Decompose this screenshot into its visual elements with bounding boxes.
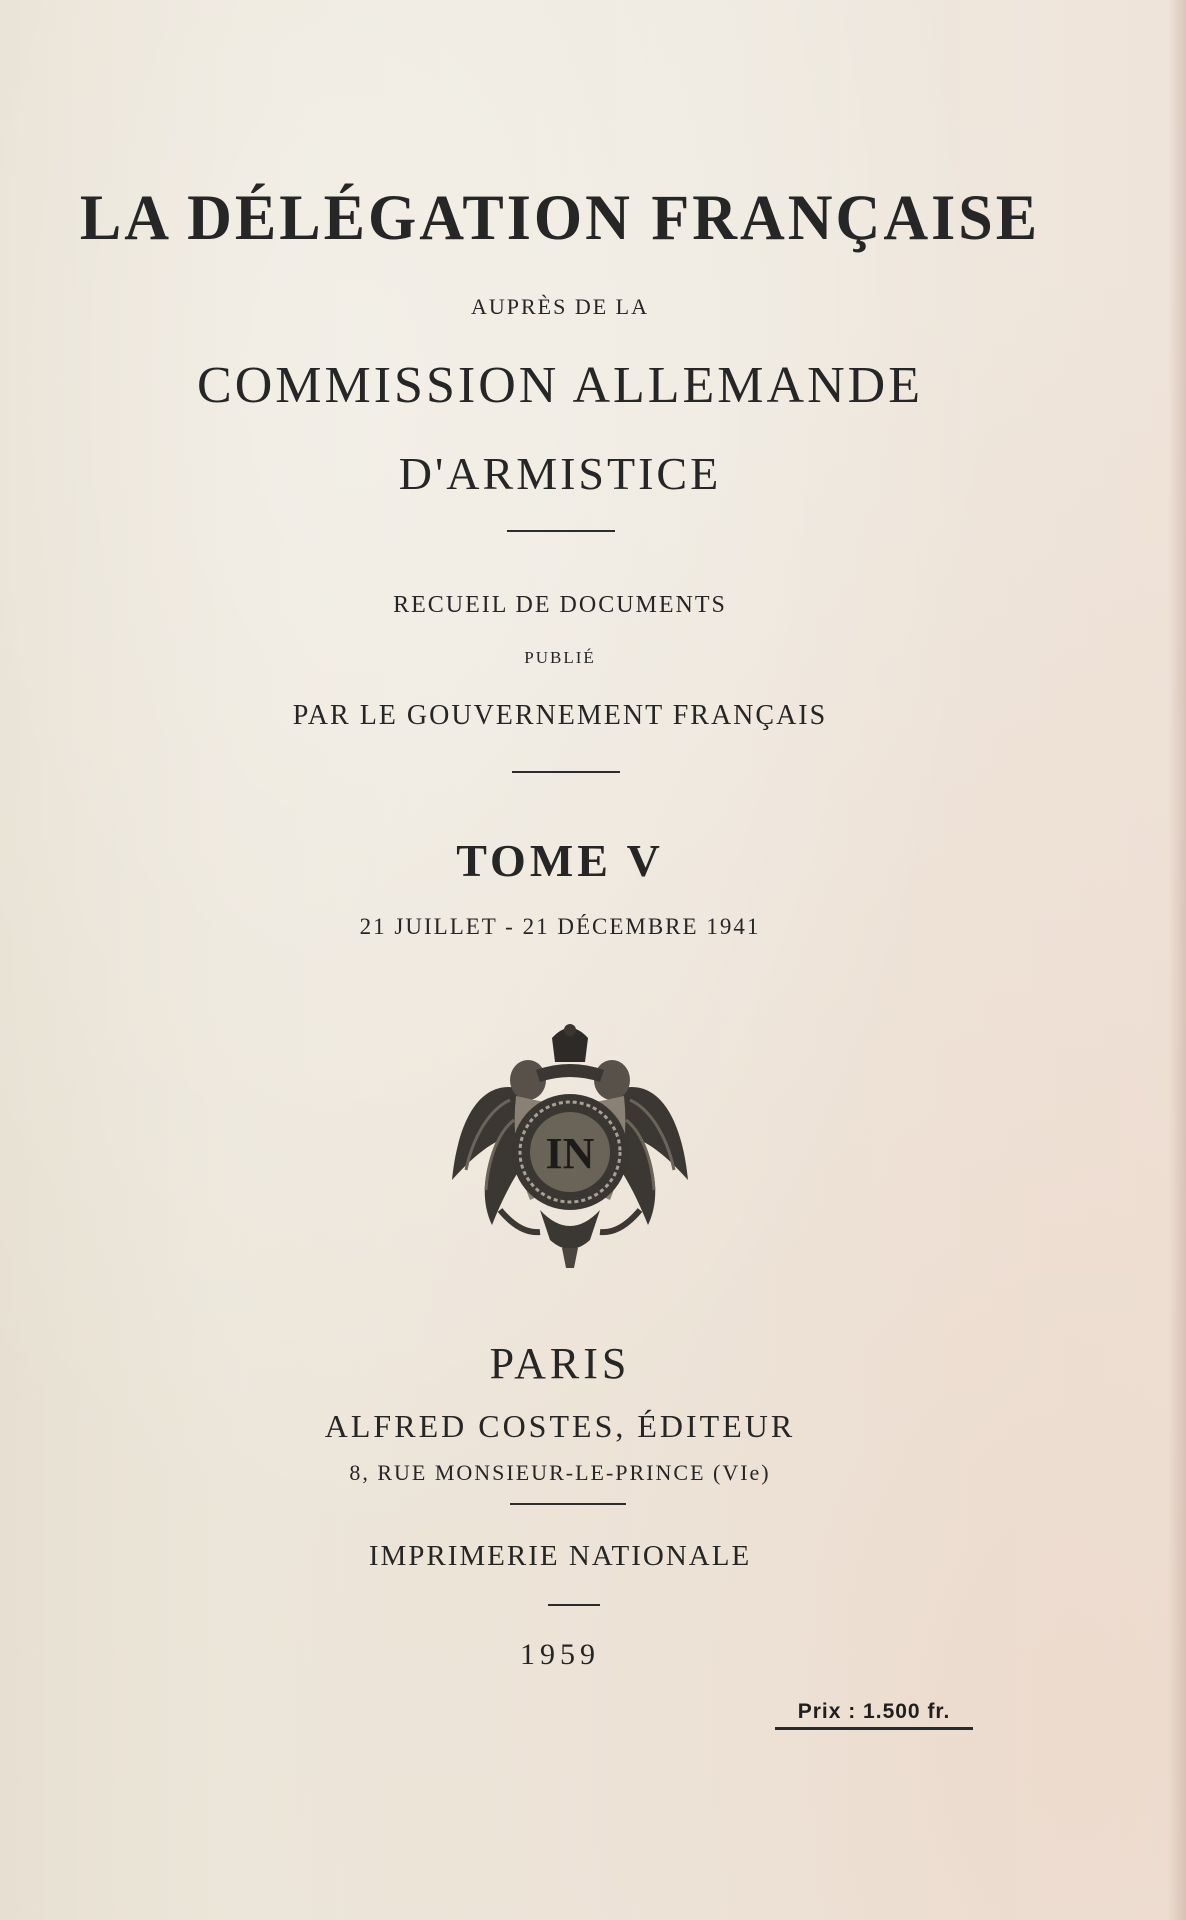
armistice-title: D'ARMISTICE <box>398 448 722 499</box>
divider-rule <box>512 771 620 773</box>
divider-rule <box>507 530 615 532</box>
divider-rule <box>510 1503 626 1505</box>
divider-rule <box>548 1604 600 1606</box>
emblem-monogram: IN <box>545 1129 595 1178</box>
publisher-government: PAR LE GOUVERNEMENT FRANÇAIS <box>292 700 828 731</box>
price-label: Prix : 1.500 fr. <box>775 1700 973 1730</box>
title-subline: AUPRÈS DE LA <box>470 294 649 319</box>
collection-label: RECUEIL DE DOCUMENTS <box>393 592 727 618</box>
volume-title: TOME V <box>456 835 664 886</box>
imprint-year: 1959 <box>520 1638 600 1671</box>
imprint-publisher: ALFRED COSTES, ÉDITEUR <box>324 1408 796 1444</box>
imprint-city: PARIS <box>489 1339 631 1388</box>
published-label: PUBLIÉ <box>524 648 596 667</box>
page-edge-shadow <box>1168 0 1186 1920</box>
imprint-address: 8, RUE MONSIEUR-LE-PRINCE (VIe) <box>349 1460 771 1485</box>
main-title: LA DÉLÉGATION FRANÇAISE <box>79 182 1041 254</box>
imprint-printer: IMPRIMERIE NATIONALE <box>368 1540 752 1572</box>
imprimerie-nationale-emblem-icon <box>440 1010 700 1272</box>
volume-date-range: 21 JUILLET - 21 DÉCEMBRE 1941 <box>359 914 761 939</box>
commission-title: COMMISSION ALLEMANDE <box>197 357 923 414</box>
